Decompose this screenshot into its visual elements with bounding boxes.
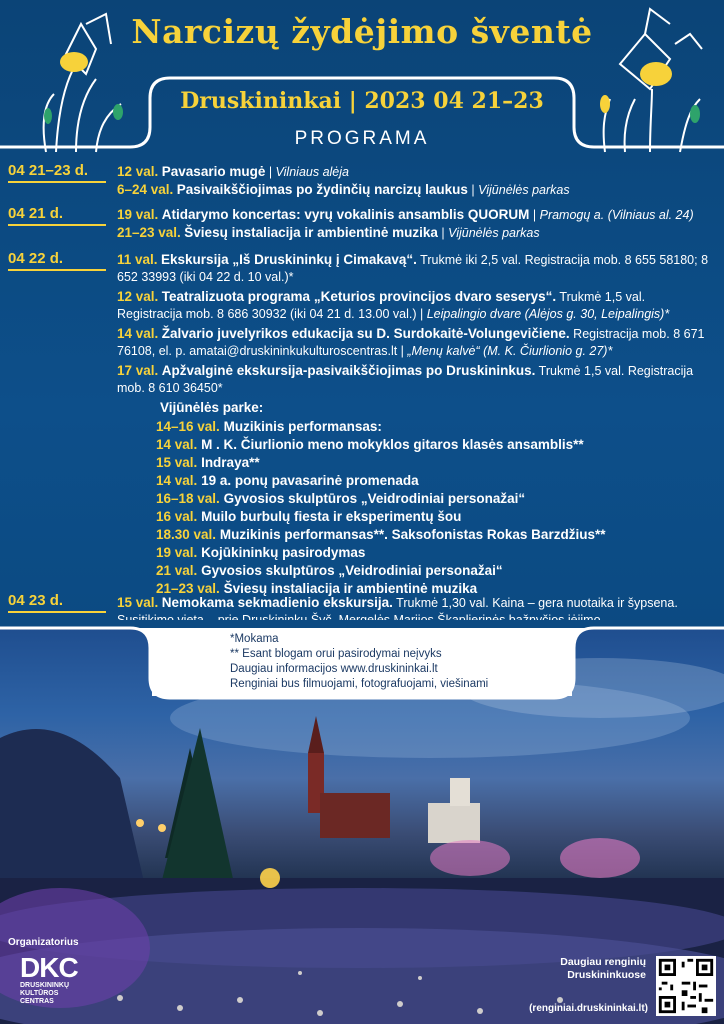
schedule-line: 19 val. Atidarymo koncertas: vyrų vokalinis ansamblis QUORUM | Pramogų a. (Vilniaus al. 24) xyxy=(117,207,694,222)
events-site-link[interactable]: (renginiai.druskininkai.lt) xyxy=(529,1003,648,1014)
park-item: 14 val. M . K. Čiurlionio meno mokyklos gitaros klasės ansamblis** xyxy=(156,437,584,452)
schedule-line: 14 val. Žalvario juvelyrikos edukacija su D. Surdokaitė-Volungevičiene. Registracija mob. 8 671 76108, el. p. amatai@druskininkukulturoscentras.lt | „Menų kalvė“ (M. K. Čiurlionio g. 27)* xyxy=(117,326,705,358)
logo-mark: DKC xyxy=(20,952,78,983)
schedule-line: 12 val. Pavasario mugė | Vilniaus alėja xyxy=(117,164,349,179)
programa-heading: PROGRAMA xyxy=(294,128,430,149)
qr-code[interactable] xyxy=(656,956,716,1016)
park-heading: Vijūnėlės parke: xyxy=(160,400,264,415)
logo-sub-line: KULTŪROS xyxy=(20,990,59,997)
notes-block xyxy=(230,632,488,692)
note-line: *Mokama xyxy=(230,633,279,645)
event-subtitle: Druskininkai | 2023 04 21–23 xyxy=(180,88,544,114)
date-label-23: 04 23 d. xyxy=(8,592,106,613)
note-line: ** Esant blogam orui pasirodymai neįvyks xyxy=(230,648,442,660)
title-frame xyxy=(0,70,724,170)
schedule-line: 6–24 val. Pasivaikščiojimas po žydinčių narcizų laukus | Vijūnėlės parkas xyxy=(117,182,570,197)
schedule-line: 21–23 val. Šviesų instaliacija ir ambientinė muzika | Vijūnėlės parkas xyxy=(117,225,540,240)
park-item: 18.30 val. Muzikinis performansas**. Saksofonistas Rokas Barzdžius** xyxy=(156,527,606,542)
logo-sub-line: CENTRAS xyxy=(20,998,54,1005)
date-label-22: 04 22 d. xyxy=(8,250,106,271)
dkc-logo xyxy=(20,954,84,1006)
date-label-21-23: 04 21–23 d. xyxy=(8,162,106,183)
logo-sub-line: DRUSKININKŲ xyxy=(20,982,69,989)
note-line: Renginiai bus filmuojami, fotografuojami, viešinami xyxy=(230,678,489,690)
more-events-line: Daugiau renginių xyxy=(560,956,646,968)
park-item: 21–23 val. Šviesų instaliacija ir ambientinė muzika xyxy=(156,581,478,596)
note-line: Daugiau informacijos www.druskininkai.lt xyxy=(230,663,438,675)
more-events-text xyxy=(560,956,646,982)
park-item: 16–18 val. Gyvosios skulptūros „Veidrodiniai personažai“ xyxy=(156,491,526,506)
more-events-line: Druskininkuose xyxy=(567,969,646,981)
park-item: 14–16 val. Muzikinis performansas: xyxy=(156,419,382,434)
event-title: Narcizų žydėjimo šventė xyxy=(131,12,593,51)
schedule-line: 17 val. Apžvalginė ekskursija-pasivaikščiojimas po Druskininkus. Trukmė 1,5 val. Registracija mob. 8 610 36450* xyxy=(117,363,694,395)
schedule-line: 12 val. Teatralizuota programa „Keturios provincijos dvaro seserys“. Trukmė 1,5 val. Registracija mob. 8 686 30932 (iki 04 21 d. 13.00 val.) | Leipalingio dvare (Alėjos g. 30, Leipalingis)* xyxy=(117,289,670,321)
organizer-label: Organizatorius xyxy=(8,937,79,948)
park-item: 21 val. Gyvosios skulptūros „Veidrodiniai personažai“ xyxy=(156,563,503,578)
park-item: 16 val. Muilo burbulų fiesta ir eksperimentų šou xyxy=(156,509,462,524)
schedule-line: 11 val. Ekskursija „Iš Druskininkų į Cimakavą“. Trukmė iki 2,5 val. Registracija mob. 8 655 58180; 8 652 33993 (iki 04 22 d. 10 val.)* xyxy=(117,252,709,284)
park-item: 15 val. Indraya** xyxy=(156,455,260,470)
date-label-21: 04 21 d. xyxy=(8,205,106,226)
park-item: 14 val. 19 a. ponų pavasarinė promenada xyxy=(156,473,419,488)
park-item: 19 val. Kojūkininkų pasirodymas xyxy=(156,545,366,560)
schedule-line: 15 val. Nemokama sekmadienio ekskursija. Trukmė 1,30 val. Kaina – gera nuotaika ir šypsena. xyxy=(117,595,678,610)
